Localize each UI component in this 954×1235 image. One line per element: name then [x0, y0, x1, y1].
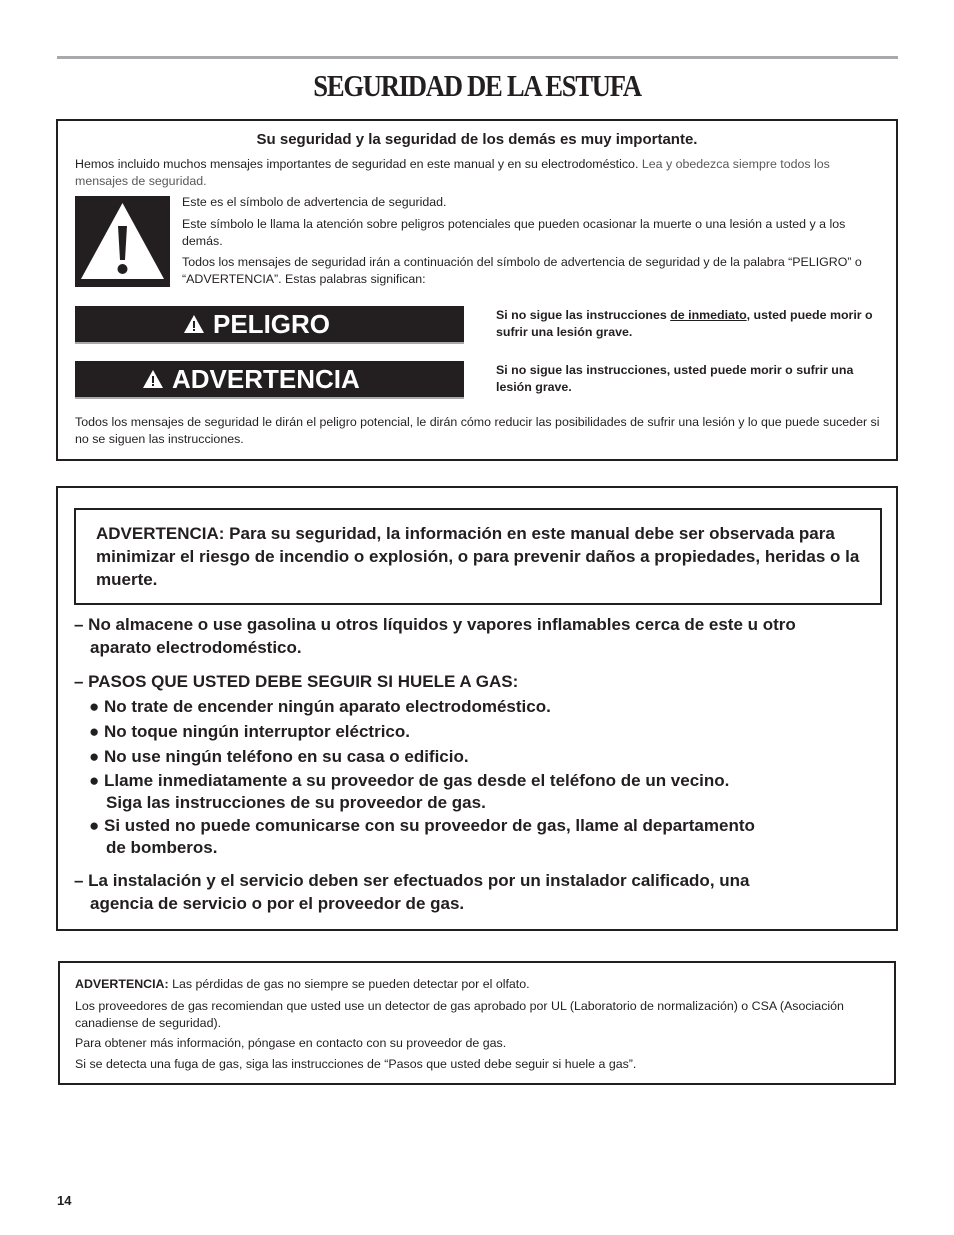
warning-triangle-icon	[75, 196, 170, 287]
advertencia-description: Si no sigue las instrucciones, usted puede morir o sufrir una lesión grave.	[496, 363, 854, 394]
page-number: 14	[57, 1193, 72, 1208]
gas-step-5: ● Si usted no puede comunicarse con su proveedor de gas, llame al departamento	[89, 816, 755, 835]
gas-step-3: ● No use ningún teléfono en su casa o edificio.	[89, 747, 469, 766]
warning-icon	[142, 369, 164, 389]
gas-step-5-cont: de bomberos.	[106, 838, 218, 857]
gas-item-3-line-2: agencia de servicio o por el proveedor de gas.	[90, 894, 465, 913]
symbol-line-3: Todos los mensajes de seguridad irán a continuación del símbolo de advertencia de seguridad y de la palabra “PELIGRO” o “ADVERTENCIA”. Estas palabras significan:	[182, 255, 862, 286]
symbol-line-1: Este es el símbolo de advertencia de seguridad.	[182, 195, 447, 209]
detector-line-1-text: Las pérdidas de gas no siempre se pueden detectar por el olfato.	[172, 977, 530, 991]
detector-line-1	[75, 976, 875, 993]
intro-text	[75, 156, 885, 189]
intro-footer: Todos los mensajes de seguridad le dirán el peligro potencial, le dirán cómo reducir las posibilidades de sufrir una lesión y lo que puede suceder si no se siguen las instrucciones.	[75, 415, 880, 446]
gas-step-1: ● No trate de encender ningún aparato electrodoméstico.	[89, 697, 551, 716]
peligro-desc-a: Si no sigue las instrucciones	[496, 308, 667, 322]
peligro-banner	[75, 306, 464, 344]
advertencia-label: ADVERTENCIA	[172, 363, 360, 394]
gas-item-3-line-1: – La instalación y el servicio deben ser efectuados por un instalador calificado, una	[74, 871, 750, 890]
intro-text-b: Lea y obedezca siempre todos los mensajes de seguridad.	[75, 157, 830, 188]
intro-text-a: Hemos incluido muchos mensajes importantes de seguridad en este manual y en su electrodoméstico.	[75, 157, 639, 171]
gas-item-2: – PASOS QUE USTED DEBE SEGUIR SI HUELE A GAS:	[74, 672, 519, 691]
detector-line-2: Los proveedores de gas recomiendan que usted use un detector de gas aprobado por UL (Laboratorio de normalización) o CSA (Asociación canadiense de seguridad).	[75, 999, 844, 1030]
advertencia-banner	[75, 361, 464, 399]
gas-warning-statement: ADVERTENCIA: Para su seguridad, la información en este manual debe ser observada para minimizar el riesgo de incendio o explosión, o para prevenir daños a propiedades, heridas o la muerte.	[74, 508, 882, 605]
page-title: SEGURIDAD DE LA ESTUFA	[313, 68, 641, 103]
peligro-desc-underlined: de inmediato	[670, 308, 747, 322]
peligro-label: PELIGRO	[213, 308, 331, 339]
top-rule	[57, 56, 898, 59]
peligro-description	[496, 307, 886, 340]
detector-line-3: Para obtener más información, póngase en contacto con su proveedor de gas.	[75, 1036, 507, 1050]
warning-icon	[183, 314, 205, 334]
detector-line-4: Si se detecta una fuga de gas, siga las instrucciones de “Pasos que usted debe seguir si huele a gas”.	[75, 1057, 637, 1071]
gas-item-1-line-2: aparato electrodoméstico.	[90, 638, 302, 657]
peligro-desc-b: , usted puede morir o sufrir una lesión grave.	[496, 308, 873, 339]
intro-heading: Su seguridad y la seguridad de los demás es muy importante.	[256, 131, 698, 148]
gas-step-2: ● No toque ningún interruptor eléctrico.	[89, 722, 410, 741]
safety-intro-box	[56, 119, 898, 461]
symbol-line-2: Este símbolo le llama la atención sobre peligros potenciales que pueden ocasionar la muerte o una lesión a usted y a los demás.	[182, 217, 846, 248]
gas-item-1-line-1: – No almacene o use gasolina u otros líquidos y vapores inflamables cerca de este u otro	[74, 615, 796, 634]
detector-label: ADVERTENCIA:	[75, 977, 169, 991]
gas-step-4-cont: Siga las instrucciones de su proveedor de gas.	[106, 793, 486, 812]
gas-step-4: ● Llame inmediatamente a su proveedor de gas desde el teléfono de un vecino.	[89, 771, 730, 790]
gas-detector-box	[58, 961, 896, 1085]
gas-warning-box	[56, 486, 898, 931]
